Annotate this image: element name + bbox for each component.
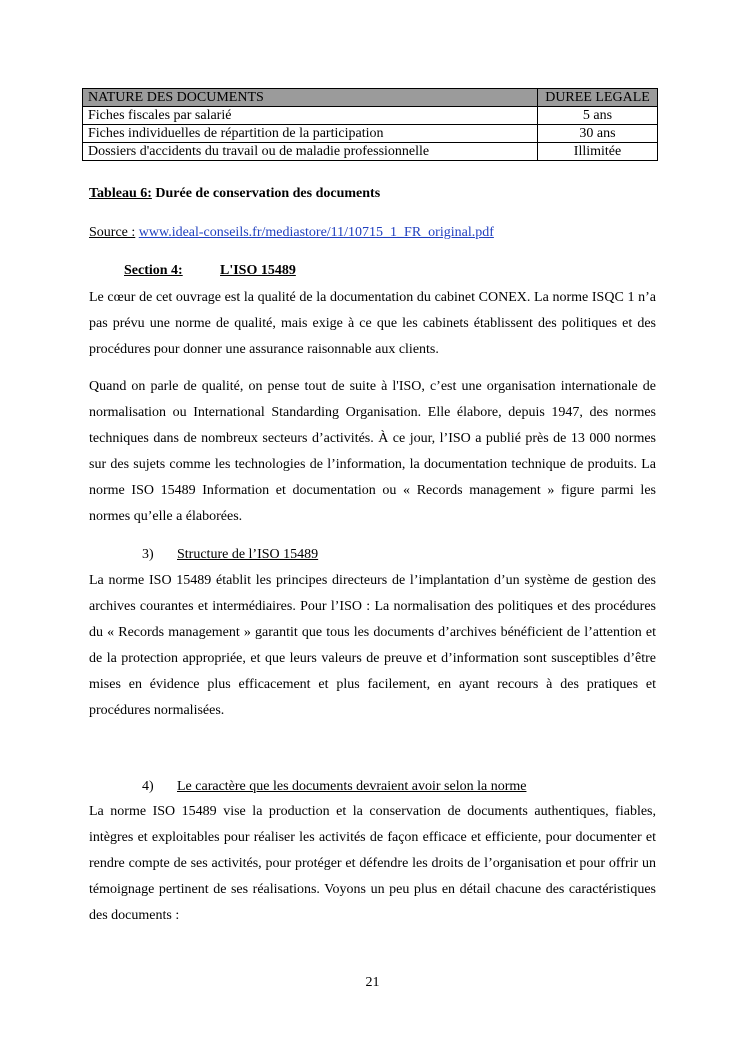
subheading-number: 3) [142, 547, 154, 562]
subheading-number: 4) [142, 779, 154, 794]
source-label: Source : [89, 225, 136, 240]
subheading-title: Le caractère que les documents devraient avoir selon la norme [177, 779, 527, 794]
source-line [89, 225, 494, 241]
section-title: L'ISO 15489 [220, 263, 296, 278]
paragraph-iso: Quand on parle de qualité, on pense tout de suite à l'ISO, c’est une organisation internationale de normalisation ou International Standarding Organisation. Elle élabore, depuis 1947, des normes techniques dans de nombreux secteurs d’activités. À ce jour, l’ISO a publié près de 13 000 normes sur des sujets comme les technologies de l’information, la documentation technique de produits. La norme ISO 15489 Information et documentation ou « Records management » figure parmi les normes qu’elle a élaborées. [89, 379, 656, 524]
retention-table [82, 88, 658, 161]
cell-nature: Fiches individuelles de répartition de la participation [83, 125, 538, 143]
paragraph-structure: La norme ISO 15489 établit les principes directeurs de l’implantation d’un système de gestion des archives courantes et intermédiaires. Pour l’ISO : La normalisation des politiques et des procédures du « Records management » garantit que tous les documents d’archives bénéficient de l’attention et de la protection appropriée, et que leurs valeurs de preuve et d’information sont susceptibles d’être mises en évidence plus efficacement et plus facilement, en ayant recours à des pratiques et procédures normalisées. [89, 573, 656, 718]
header-duree: DUREE LEGALE [538, 89, 658, 107]
caption-label: Tableau 6: [89, 186, 152, 201]
cell-nature: Fiches fiscales par salarié [83, 107, 538, 125]
table-row [83, 107, 658, 125]
cell-duree: 5 ans [538, 107, 658, 125]
source-link[interactable]: www.ideal-conseils.fr/mediastore/11/10715_1_FR_original.pdf [138, 225, 494, 240]
section-label: Section 4: [124, 263, 183, 278]
table-row [83, 143, 658, 161]
table-row [83, 125, 658, 143]
cell-duree: Illimitée [538, 143, 658, 161]
table-header-row [83, 89, 658, 107]
paragraph-characteristics: La norme ISO 15489 vise la production et la conservation de documents authentiques, fiables, intègres et exploitables pour réaliser les activités de façon efficace et efficiente, pour documenter et rendre compte de ses activités, pour protéger et défendre les droits de l’organisation et pour offrir un témoignage pertinent de ses réalisations. Voyons un peu plus en détail chacune des caractéristiques des documents : [89, 804, 656, 923]
cell-nature: Dossiers d'accidents du travail ou de maladie professionnelle [83, 143, 538, 161]
section-heading [124, 263, 296, 279]
caption-text: Durée de conservation des documents [151, 186, 381, 201]
paragraph-quality: Le cœur de cet ouvrage est la qualité de la documentation du cabinet CONEX. La norme ISQC 1 n’a pas prévu une norme de qualité, mais exige à ce que les cabinets établissent des politiques et des procédures pour donner une assurance raisonnable aux clients. [89, 290, 656, 357]
header-nature: NATURE DES DOCUMENTS [83, 89, 538, 107]
subheading-structure [142, 547, 318, 563]
table-caption [89, 186, 380, 202]
subheading-characteristics [142, 779, 526, 795]
subheading-title: Structure de l’ISO 15489 [177, 547, 319, 562]
cell-duree: 30 ans [538, 125, 658, 143]
page-number: 21 [365, 975, 380, 990]
